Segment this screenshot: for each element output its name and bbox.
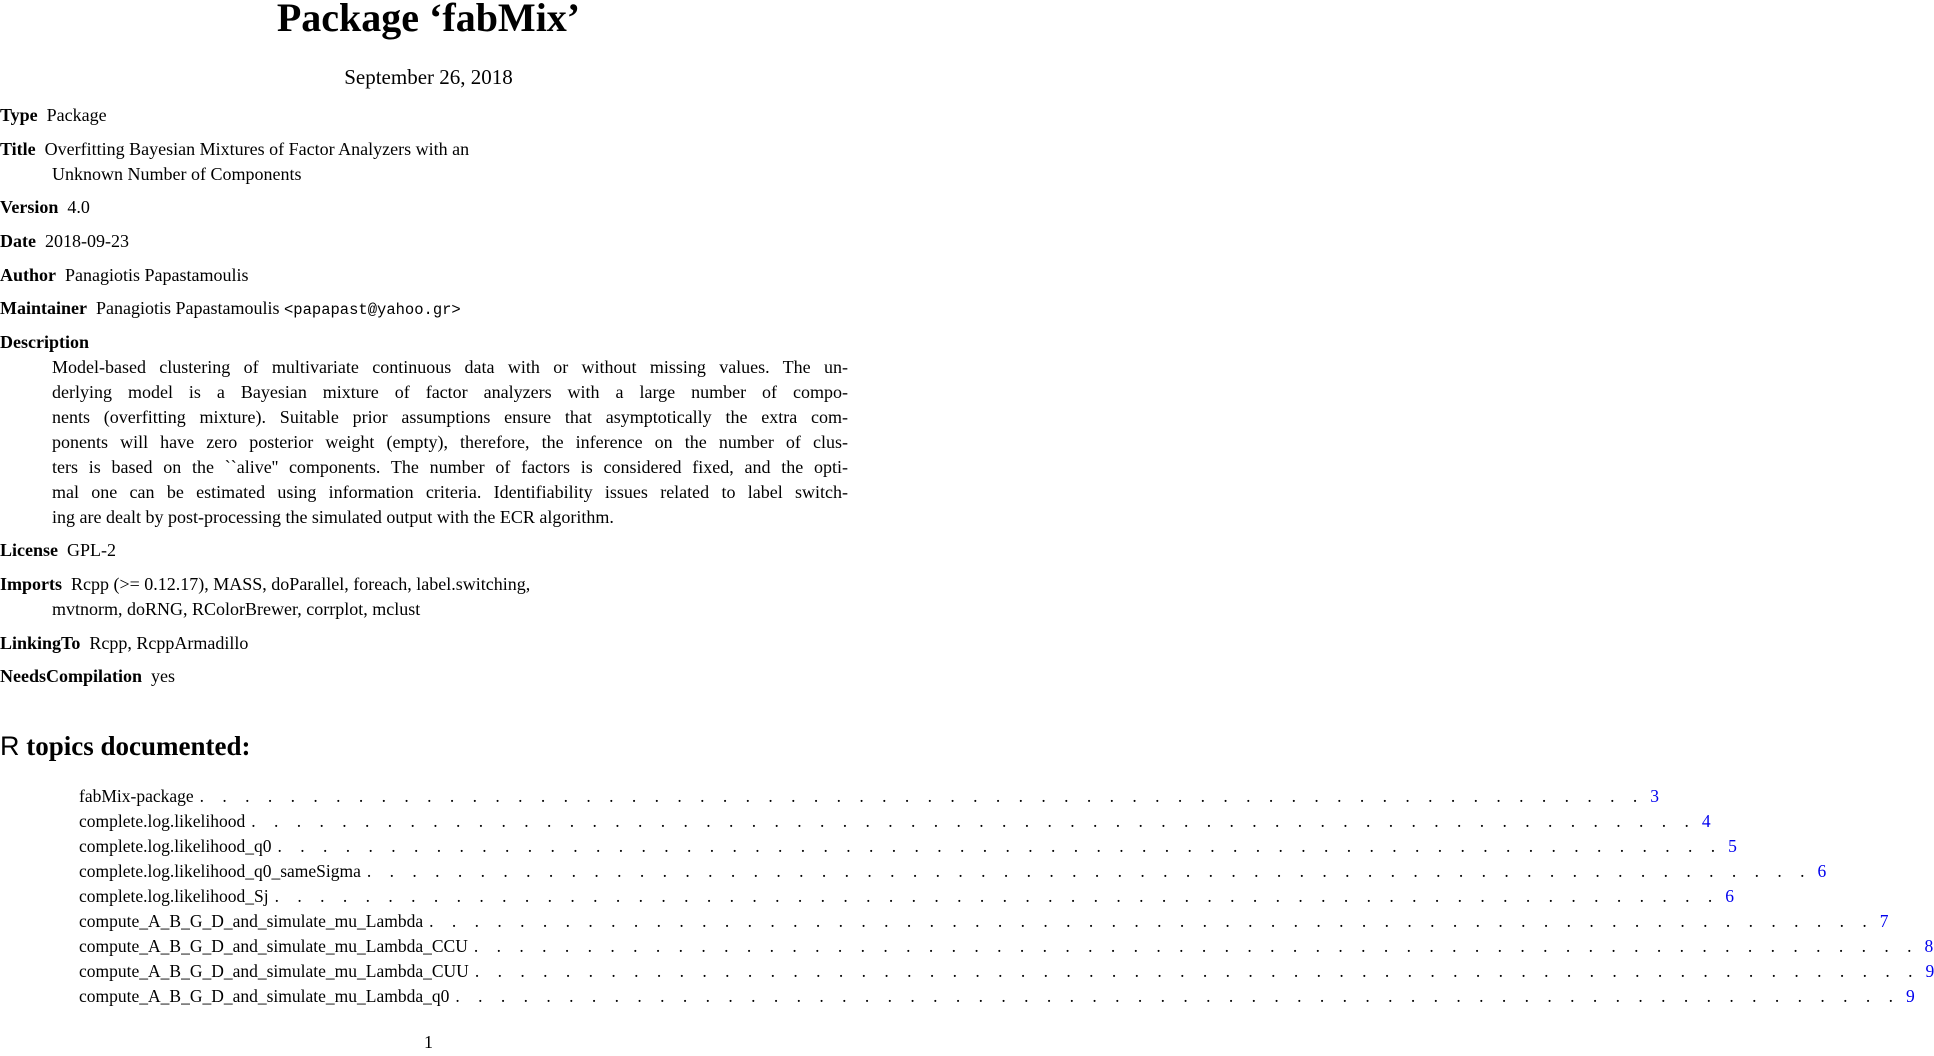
toc-dot-leader: . . . . . . . . . . . . . . . . . . . . . . . . . . . . . . . . . . . . . . . . . . . . . . . . . . . . . . . . . . . . . . . . [274, 886, 1720, 906]
description-line: mal one can be estimated using information criteria. Identifiability issues related to label switch- [52, 482, 848, 502]
toc-dot-leader: . . . . . . . . . . . . . . . . . . . . . . . . . . . . . . . . . . . . . . . . . . . . . . . . . . . . . . . . . . . . . . . . [429, 911, 1874, 931]
package-date: September 26, 2018 [344, 65, 513, 89]
toc-heading [0, 728, 251, 764]
field-title [0, 137, 469, 162]
field-imports-value-line2: mvtnorm, doRNG, RColorBrewer, corrplot, mclust [52, 599, 421, 619]
toc-dot-leader: . . . . . . . . . . . . . . . . . . . . . . . . . . . . . . . . . . . . . . . . . . . . . . . . . . . . . . . . . . . . . . . . [455, 986, 1900, 1006]
field-maintainer [0, 296, 461, 323]
toc-entry-name[interactable]: fabMix-package [79, 786, 194, 806]
field-version-value: 4.0 [67, 197, 90, 217]
r-logo-letter: R [0, 731, 20, 761]
field-author-label: Author [0, 265, 57, 285]
field-license [0, 538, 116, 563]
toc-page-link[interactable]: 9 [1905, 986, 1915, 1006]
field-date-label: Date [0, 231, 36, 251]
toc-page-link[interactable]: 9 [1925, 961, 1934, 981]
field-description [0, 330, 89, 355]
field-type-label: Type [0, 105, 38, 125]
toc-page-link[interactable]: 6 [1817, 861, 1827, 881]
field-license-label: License [0, 540, 58, 560]
toc-entry-name[interactable]: compute_A_B_G_D_and_simulate_mu_Lambda [79, 911, 424, 931]
field-date-value: 2018-09-23 [44, 231, 129, 251]
field-type [0, 103, 107, 128]
package-title: Package ‘fabMix’ [276, 0, 581, 40]
field-needscompilation-label: NeedsCompilation [0, 666, 143, 686]
description-line: ponents will have zero posterior weight (empty), therefore, the inference on the number of clus- [52, 432, 848, 452]
field-date [0, 229, 129, 254]
field-linkingto-value: Rcpp, RcppArmadillo [89, 633, 249, 653]
description-line: ters is based on the ``alive'' components. The number of factors is considered fixed, and the opti- [52, 457, 848, 477]
field-type-value: Package [46, 105, 107, 125]
field-license-value: GPL-2 [67, 540, 116, 560]
toc-entry[interactable] [79, 959, 1934, 983]
toc-entry[interactable] [79, 934, 1934, 958]
field-title-value-line1: Overfitting Bayesian Mixtures of Factor Analyzers with an [44, 139, 470, 159]
field-needscompilation [0, 664, 175, 689]
field-title-value-line2: Unknown Number of Components [52, 164, 302, 184]
toc-page-link[interactable]: 8 [1924, 936, 1934, 956]
field-imports-value-line1: Rcpp (>= 0.12.17), MASS, doParallel, foreach, label.switching, [71, 574, 531, 594]
toc-entry-name[interactable]: complete.log.likelihood_Sj [79, 886, 269, 906]
toc-entry-name[interactable]: compute_A_B_G_D_and_simulate_mu_Lambda_CUU [79, 961, 469, 981]
field-maintainer-label: Maintainer [0, 298, 87, 318]
toc-entry-name[interactable]: compute_A_B_G_D_and_simulate_mu_Lambda_q0 [79, 986, 450, 1006]
toc-entry[interactable] [79, 784, 1660, 808]
toc-dot-leader: . . . . . . . . . . . . . . . . . . . . . . . . . . . . . . . . . . . . . . . . . . . . . . . . . . . . . . . . . . . . . . . . [277, 836, 1723, 856]
field-imports-label: Imports [0, 574, 62, 594]
toc-entry[interactable] [79, 909, 1889, 933]
field-version [0, 195, 90, 220]
toc-dot-leader: . . . . . . . . . . . . . . . . . . . . . . . . . . . . . . . . . . . . . . . . . . . . . . . . . . . . . . . . . . . . . . . . [474, 961, 1920, 981]
toc-dot-leader: . . . . . . . . . . . . . . . . . . . . . . . . . . . . . . . . . . . . . . . . . . . . . . . . . . . . . . . . . . . . . . . . [473, 936, 1919, 956]
toc-entry[interactable] [79, 984, 1915, 1008]
page-number: 1 [424, 1032, 433, 1052]
field-title-label: Title [0, 139, 36, 159]
field-version-label: Version [0, 197, 59, 217]
description-line: nents (overfitting mixture). Suitable prior assumptions ensure that asymptotically the extra com- [52, 407, 848, 427]
field-linkingto-label: LinkingTo [0, 633, 81, 653]
field-description-label: Description [0, 332, 89, 352]
toc-entry-name[interactable]: complete.log.likelihood [79, 811, 246, 831]
field-author-value: Panagiotis Papastamoulis [65, 265, 249, 285]
toc-entry[interactable] [79, 884, 1734, 908]
toc-entry[interactable] [79, 809, 1711, 833]
toc-page-link[interactable]: 6 [1725, 886, 1734, 906]
description-line: derlying model is a Bayesian mixture of factor analyzers with a large number of compo- [52, 382, 848, 402]
toc-dot-leader: . . . . . . . . . . . . . . . . . . . . . . . . . . . . . . . . . . . . . . . . . . . . . . . . . . . . . . . . . . . . . . . . [199, 786, 1645, 806]
toc-page-link[interactable]: 3 [1650, 786, 1660, 806]
field-imports [0, 572, 530, 597]
toc-entry-name[interactable]: compute_A_B_G_D_and_simulate_mu_Lambda_CCU [79, 936, 468, 956]
toc-page-link[interactable]: 5 [1728, 836, 1737, 856]
toc-entry-name[interactable]: complete.log.likelihood_q0_sameSigma [79, 861, 361, 881]
field-needscompilation-value: yes [151, 666, 176, 686]
toc-heading-text: topics documented: [26, 731, 251, 761]
toc-entry[interactable] [79, 834, 1737, 858]
field-maintainer-name: Panagiotis Papastamoulis [96, 298, 280, 318]
toc-dot-leader: . . . . . . . . . . . . . . . . . . . . . . . . . . . . . . . . . . . . . . . . . . . . . . . . . . . . . . . . . . . . . . . . [366, 861, 1812, 881]
field-linkingto [0, 631, 248, 656]
description-line: ing are dealt by post-processing the simulated output with the ECR algorithm. [52, 507, 614, 527]
description-line: Model-based clustering of multivariate continuous data with or without missing values. The un- [52, 357, 848, 377]
toc-entry-name[interactable]: complete.log.likelihood_q0 [79, 836, 272, 856]
toc-page-link[interactable]: 7 [1879, 911, 1889, 931]
toc-entry[interactable] [79, 859, 1827, 883]
maintainer-email-link[interactable]: <papapast@yahoo.gr> [284, 301, 461, 319]
toc-page-link[interactable]: 4 [1701, 811, 1711, 831]
toc-dot-leader: . . . . . . . . . . . . . . . . . . . . . . . . . . . . . . . . . . . . . . . . . . . . . . . . . . . . . . . . . . . . . . . . [251, 811, 1696, 831]
field-author [0, 263, 249, 288]
